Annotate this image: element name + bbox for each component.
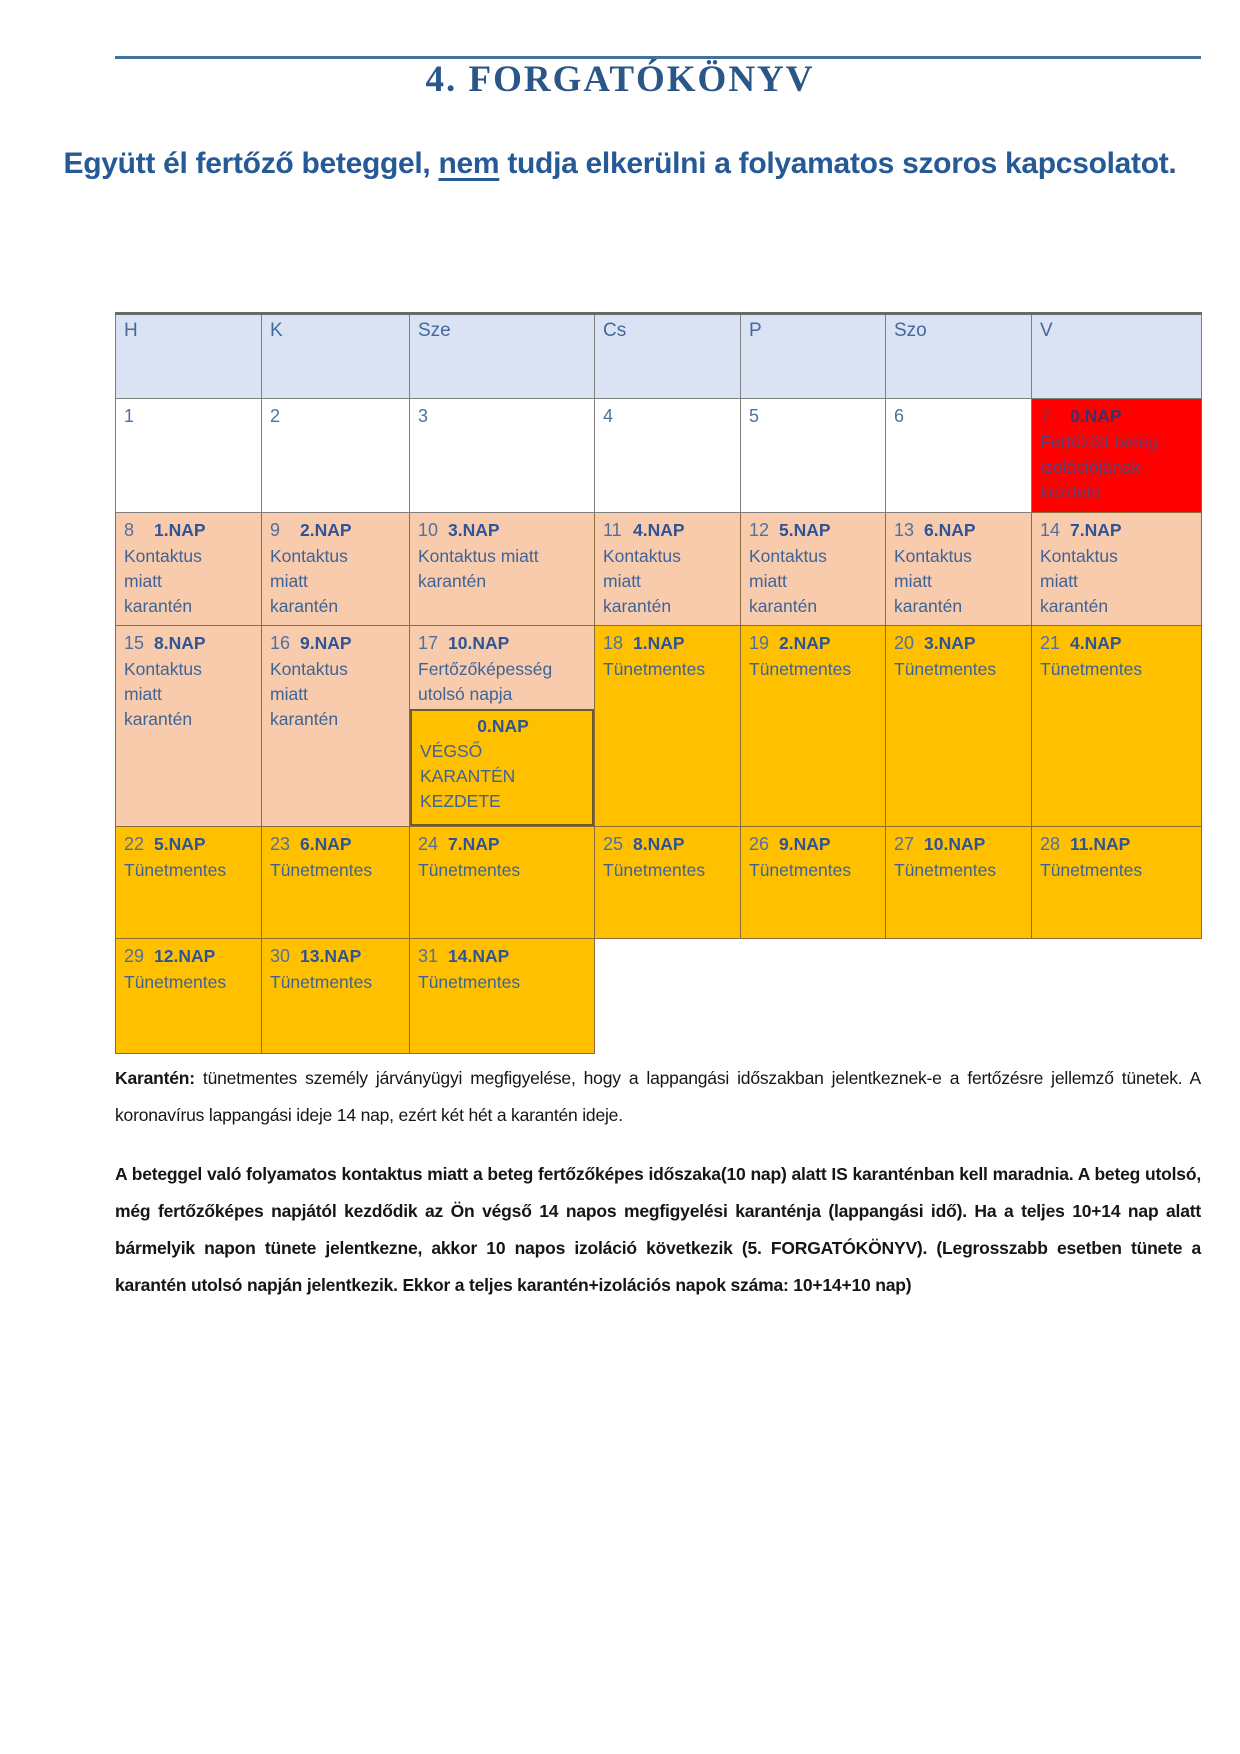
last-infectious-day-section [410,626,594,709]
day-number: 31 [418,946,439,966]
day-number: 12 [749,520,770,540]
day-number: 13 [894,520,915,540]
calendar-header-friday: P [741,314,886,399]
cell-text: Kontaktus [270,546,348,566]
cell-text: miatt [124,571,162,591]
nap-label: 13.NAP [300,946,362,966]
subtitle-underlined-word: nem [438,147,500,180]
calendar-day-cell-symptom-free [410,827,595,939]
day-number: 24 [418,834,439,854]
day-number: 8 [124,520,135,540]
day-number: 29 [124,946,145,966]
cell-text: Tünetmentes [124,860,227,880]
nap-label: 10.NAP [448,633,510,653]
calendar-day-cell-symptom-free [1032,626,1202,827]
calendar-day-cell-symptom-free [886,827,1032,939]
nap-label: 7.NAP [1070,520,1122,540]
final-quarantine-start-box [410,709,594,826]
day-number: 1 [124,406,135,426]
calendar-week-row [116,399,1202,513]
day-number: 20 [894,633,915,653]
day-number: 2 [270,406,281,426]
cell-text: Kontaktus [124,546,202,566]
cell-text: KEZDETE [420,791,501,811]
subtitle-text-before: Együtt él fertőző beteggel, [63,147,439,180]
calendar-day-cell [116,399,262,513]
calendar-day-cell [410,399,595,513]
cell-text: karantén [124,596,193,616]
cell-text: Tünetmentes [418,972,521,992]
nap-label: 3.NAP [924,633,976,653]
nap-label: 8.NAP [633,834,685,854]
calendar-week-row [116,513,1202,626]
day-number: 18 [603,633,624,653]
cell-text: miatt [1040,571,1078,591]
cell-text: izolációjának [1040,457,1141,477]
cell-text: Fertőzött beteg [1040,432,1158,452]
calendar-day-cell-contact-quarantine [595,513,741,626]
cell-text: Tünetmentes [418,860,521,880]
paragraph-lead-word: Karantén: [115,1068,195,1088]
day-number: 19 [749,633,770,653]
nap-label: 5.NAP [779,520,831,540]
cell-text: Kontaktus [603,546,681,566]
calendar-day-cell-symptom-free [741,626,886,827]
cell-text: Tünetmentes [1040,659,1143,679]
day-number: 25 [603,834,624,854]
calendar-day-cell [595,399,741,513]
cell-text: karantén [894,596,963,616]
cell-text: karantén [124,709,193,729]
cell-text: miatt [749,571,787,591]
calendar-day-cell-symptom-free [595,827,741,939]
calendar-day-cell [886,399,1032,513]
calendar-day-cell-symptom-free [262,939,410,1054]
cell-text: KARANTÉN [420,766,516,786]
cell-text: miatt [270,571,308,591]
calendar-day-cell-contact-quarantine [886,513,1032,626]
day-number: 4 [603,406,614,426]
calendar-header-wednesday: Sze [410,314,595,399]
calendar-header-row [116,314,1202,399]
nap-label: 12.NAP [154,946,216,966]
nap-label: 10.NAP [924,834,986,854]
cell-text: Tünetmentes [603,860,706,880]
page-subtitle [60,140,1180,187]
calendar-day-cell-contact-quarantine [116,626,262,827]
cell-text: karantén [749,596,818,616]
nap-label: 1.NAP [154,520,206,540]
nap-label: 4.NAP [633,520,685,540]
nap-label: 1.NAP [633,633,685,653]
calendar-day-cell-last-infectious-day [410,626,595,827]
nap-label: 0.NAP [1070,406,1122,426]
nap-label: 9.NAP [300,633,352,653]
nap-label: 0.NAP [477,716,529,736]
calendar-header-thursday: Cs [595,314,741,399]
cell-text: karantén [1040,596,1109,616]
calendar-day-cell-contact-quarantine [116,513,262,626]
cell-text: Tünetmentes [270,860,373,880]
cell-text: Kontaktus miatt [418,546,539,566]
cell-text: karantén [603,596,672,616]
calendar-day-cell [741,399,886,513]
nap-label: 11.NAP [1070,834,1131,854]
nap-label: 6.NAP [924,520,976,540]
paragraph-text: tünetmentes személy járványügyi megfigyelése, hogy a lappangási időszakban jelentkeznek-e a fertőzésre jellemző tünetek. A koronavírus lappangási ideje 14 nap, ezért két hét a karantén ideje. [115,1068,1201,1125]
calendar-header-tuesday: K [262,314,410,399]
day-number: 30 [270,946,291,966]
cell-text: Kontaktus [270,659,348,679]
cell-text: miatt [270,684,308,704]
cell-text: utolsó napja [418,684,513,704]
cell-text: Tünetmentes [749,659,852,679]
calendar-empty-area [595,939,1202,1054]
cell-text: Tünetmentes [270,972,373,992]
quarantine-calendar-table [115,312,1202,1054]
day-number: 5 [749,406,760,426]
nap-label: 2.NAP [300,520,352,540]
cell-text: Kontaktus [124,659,202,679]
cell-text: Kontaktus [1040,546,1118,566]
day-number: 22 [124,834,145,854]
calendar-day-cell-symptom-free [595,626,741,827]
nap-label: 8.NAP [154,633,206,653]
calendar-day-cell-isolation-start [1032,399,1202,513]
nap-label: 3.NAP [448,520,500,540]
cell-text: Tünetmentes [894,659,997,679]
day-number: 28 [1040,834,1061,854]
cell-text: kezdete [1040,482,1102,502]
calendar-day-cell-contact-quarantine [262,513,410,626]
nap-label: 7.NAP [448,834,500,854]
calendar-header-sunday: V [1032,314,1202,399]
calendar-day-cell-symptom-free [116,827,262,939]
day-number: 9 [270,520,281,540]
nap-label: 5.NAP [154,834,206,854]
page-title: 4. FORGATÓKÖNYV [425,59,815,100]
nap-label: 6.NAP [300,834,352,854]
cell-text: miatt [124,684,162,704]
calendar-day-cell-contact-quarantine [741,513,886,626]
calendar-day-cell-contact-quarantine [1032,513,1202,626]
cell-text: miatt [603,571,641,591]
cell-text: Tünetmentes [749,860,852,880]
day-number: 6 [894,406,905,426]
cell-text: karantén [270,709,339,729]
calendar-header-saturday: Szo [886,314,1032,399]
nap-label: 2.NAP [779,633,831,653]
day-number: 17 [418,633,439,653]
day-number: 3 [418,406,429,426]
calendar-week-row [116,626,1202,827]
day-number: 21 [1040,633,1061,653]
day-number: 11 [603,520,622,540]
cell-text: Fertőzőképesség [418,659,553,679]
quarantine-explanation-paragraph: A beteggel való folyamatos kontaktus miatt a beteg fertőzőképes időszaka(10 nap) alatt IS karanténban kell maradnia. A beteg utolsó, még fertőzőképes napjától kezdődik az Ön végső 14 napos megfigyelési karanténja (lappangási idő). Ha a teljes 10+14 nap alatt bármelyik napon tünete jelentkezne, akkor 10 napos izoláció következik (5. FORGATÓKÖNYV). (Legrosszabb esetben tünete a karantén utolsó napján jelentkezik. Ekkor a teljes karantén+izolációs napok száma: 10+14+10 nap) [115,1164,1201,1295]
cell-text: Tünetmentes [603,659,706,679]
cell-text: VÉGSŐ [420,741,483,761]
nap-label: 9.NAP [779,834,831,854]
calendar-day-cell-symptom-free [116,939,262,1054]
calendar-day-cell [262,399,410,513]
cell-text: Tünetmentes [1040,860,1143,880]
calendar-day-cell-contact-quarantine [410,513,595,626]
subtitle-text-after: tudja elkerülni a folyamatos szoros kapcsolatot. [499,147,1177,180]
calendar-day-cell-symptom-free [886,626,1032,827]
calendar-day-cell-symptom-free [741,827,886,939]
cell-text: miatt [894,571,932,591]
calendar-header-monday: H [116,314,262,399]
cell-text: Kontaktus [894,546,972,566]
day-number: 26 [749,834,770,854]
calendar-day-cell-symptom-free [410,939,595,1054]
day-number: 23 [270,834,291,854]
day-number: 27 [894,834,915,854]
cell-text: karantén [270,596,339,616]
cell-text: karantén [418,571,487,591]
day-number: 10 [418,520,439,540]
quarantine-definition-paragraph [115,1060,1201,1134]
calendar-day-cell-symptom-free [1032,827,1202,939]
calendar-week-row [116,827,1202,939]
calendar-day-cell-symptom-free [262,827,410,939]
nap-label: 4.NAP [1070,633,1122,653]
day-number: 7 [1040,406,1051,426]
day-number: 16 [270,633,291,653]
cell-text: Tünetmentes [124,972,227,992]
day-number: 14 [1040,520,1061,540]
nap-label: 14.NAP [448,946,510,966]
cell-text: Kontaktus [749,546,827,566]
calendar-day-cell-contact-quarantine [262,626,410,827]
calendar-week-row [116,939,1202,1054]
cell-text: Tünetmentes [894,860,997,880]
day-number: 15 [124,633,145,653]
